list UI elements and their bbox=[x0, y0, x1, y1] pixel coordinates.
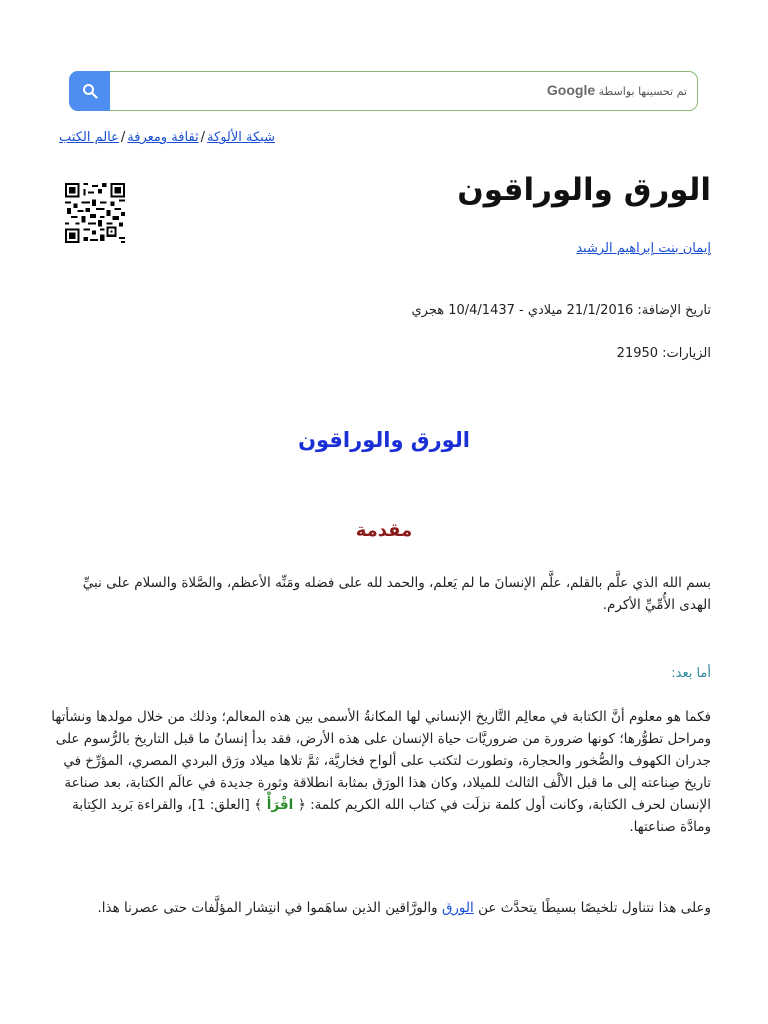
breadcrumb-books-world[interactable]: عالم الكتب bbox=[59, 130, 119, 145]
search-placeholder-text: تم تحسينها بواسطة bbox=[598, 85, 687, 98]
breadcrumb bbox=[59, 130, 275, 145]
closing-paragraph-text-end: والورَّاقين الذين ساهَموا في انتِشار المؤلَّفات حتى عصرنا هذا. bbox=[97, 900, 442, 916]
intro-paragraph: بسم الله الذي علَّم بالقلم، علَّم الإنسانَ ما لم يَعلم، والحمد لله على فضله ومَنِّه الأعظم، والصَّلاة والسلام على نبيِّ الهدى الأُمِّيِّ الأكرم. bbox=[82, 575, 711, 613]
google-brand: Google bbox=[546, 82, 596, 98]
article-content-title: الورق والوراقون bbox=[298, 428, 470, 452]
body-paragraph bbox=[51, 706, 711, 838]
breadcrumb-separator: / bbox=[200, 130, 206, 145]
date-added: تاريخ الإضافة: 21/1/2016 ميلادي - 10/4/1437 هجري bbox=[411, 303, 711, 318]
custom-search-box[interactable] bbox=[69, 71, 698, 111]
author-link[interactable]: إيمان بنت إبراهيم الرشيد bbox=[576, 241, 711, 256]
closing-paragraph-text: وعلى هذا نتناول تلخيصًا بسيطًا يتحدَّث عن bbox=[473, 900, 711, 916]
breadcrumb-separator: / bbox=[120, 130, 126, 145]
search-input[interactable] bbox=[543, 82, 687, 98]
paper-link[interactable]: الورق bbox=[441, 900, 474, 916]
intro-heading: مقدمة bbox=[355, 520, 413, 541]
closing-paragraph bbox=[51, 897, 711, 919]
search-icon bbox=[82, 83, 98, 99]
breadcrumb-alukah[interactable]: شبكة الألوكة bbox=[207, 130, 275, 145]
body-paragraph-text-end: ﴾ [العلق: 1]، والقراءة بَريد الكِتابة ومادَّة صناعتها. bbox=[72, 797, 711, 835]
breadcrumb-culture[interactable]: ثقافة ومعرفة bbox=[127, 130, 199, 145]
amma-baad-label: أما بعد: bbox=[671, 666, 711, 681]
quran-verse: اقْرَأْ bbox=[262, 797, 298, 813]
page-title: الورق والوراقون bbox=[457, 172, 711, 208]
search-button[interactable] bbox=[69, 71, 110, 111]
visits-count: الزيارات: 21950 bbox=[616, 346, 711, 361]
body-paragraph-text: فكما هو معلوم أنَّ الكتابة في معالِم التَّاريخ الإنساني لها المكانةُ الأسمى بين هذه المعالم؛ وذلك من خلال مولدها ونشأتها ومراحل تطوُّرها؛ كونها ضرورة من ضروريَّات حياة الإنسان على هذه الأرض، فقد بدأ إنسانُ ما قبل التاريخ بالرُّسوم على جدران الكهوف والصُّخور والحجارة، وتطورت لتكتب على ألواح فخاريَّة، ثمَّ تلاها ميلاد ورَق البردي المصري، المؤرِّخ في تاريخ صِناعته إلى ما قبل الألْف الثالث للميلاد، وكان هذا الورَق بمثابة انطلاقة وثورة جديدة في عالَم الكتابة، بعد صناعة الإنسان لحرف الكتابة، وكانت أول كلمة نزلَت في كتاب الله الكريم كلمة: ﴿ bbox=[51, 709, 711, 813]
qr-code-icon bbox=[65, 183, 125, 243]
